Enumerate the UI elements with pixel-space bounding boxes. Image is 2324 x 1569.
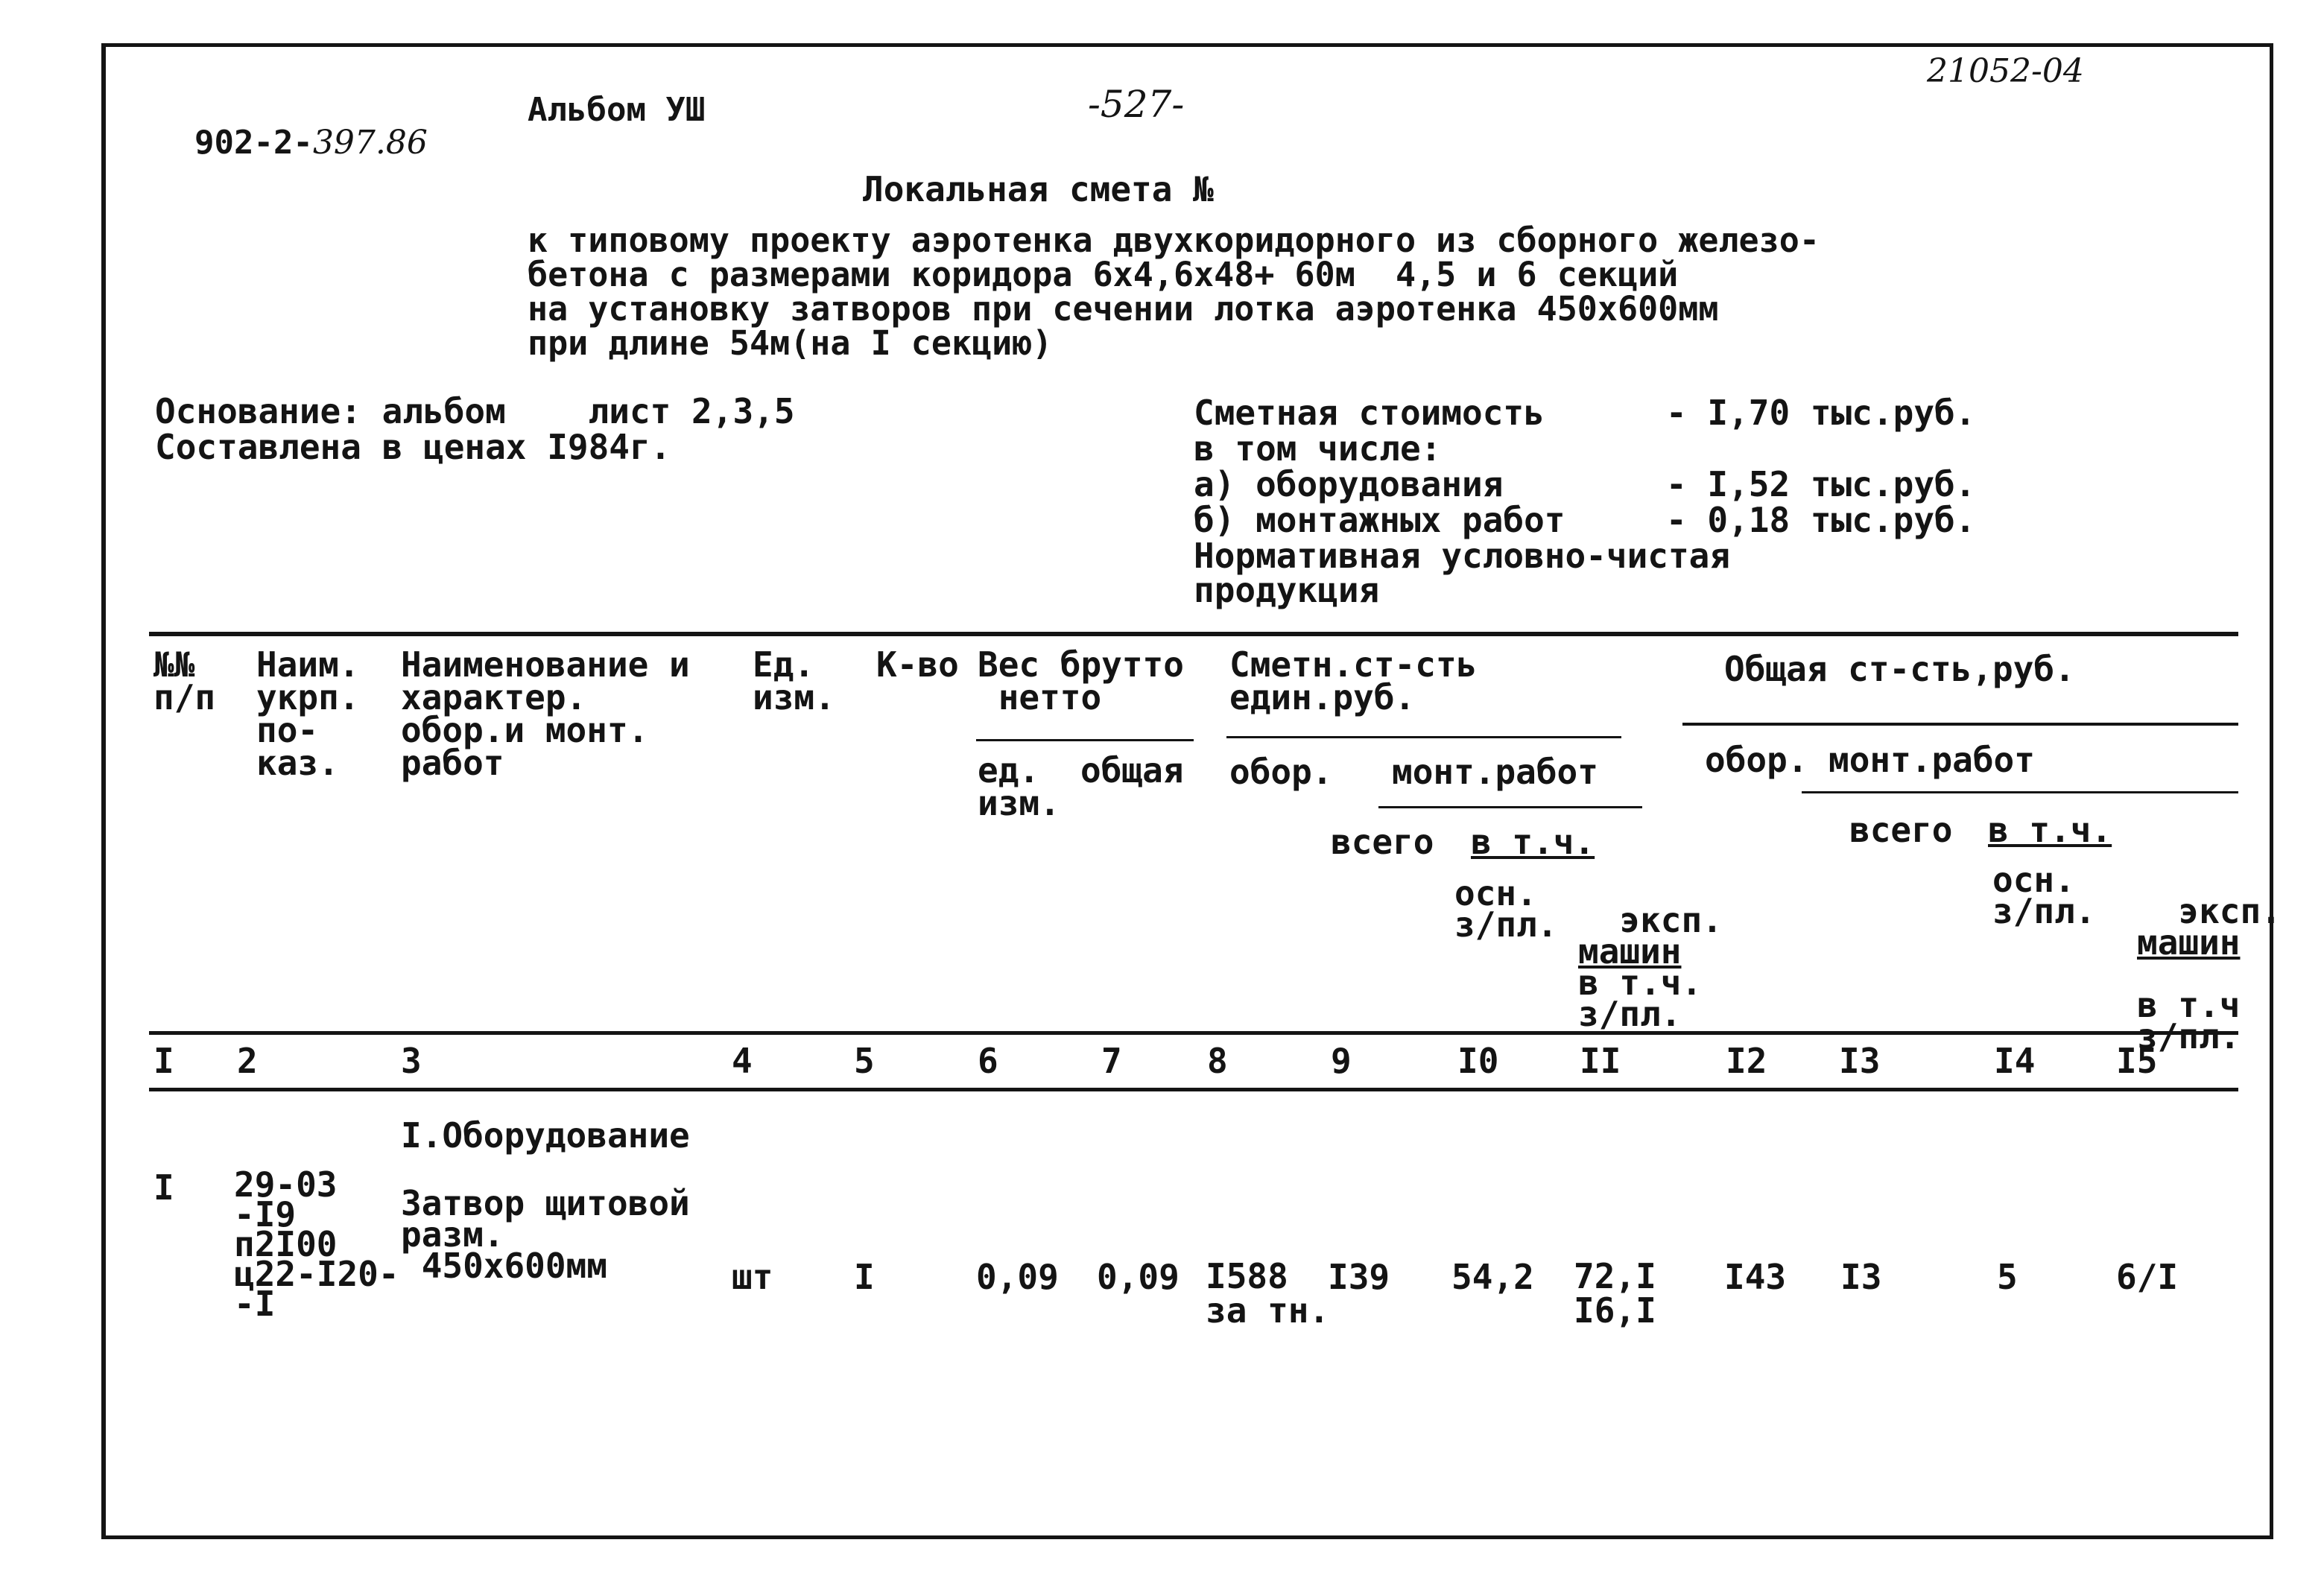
estimate-heading: Локальная смета № xyxy=(863,169,1214,209)
col-number-10: I0 xyxy=(1457,1041,1499,1081)
title-line-3: на установку затворов при сечении лотка аэротенка 450х600мм xyxy=(528,289,1719,329)
column-numbers-rule xyxy=(149,1088,2238,1091)
cost-including-label: в том числе: xyxy=(1194,428,1442,469)
row-weight-total: 0,09 xyxy=(1097,1257,1180,1297)
row-unit: шт xyxy=(732,1257,773,1297)
title-line-4: при длине 54м(на I секцию) xyxy=(528,323,1053,363)
col-number-6: 6 xyxy=(978,1041,998,1081)
header-bottom-rule xyxy=(149,1031,2238,1035)
col-header-name: Наименование и характер. обор.и монт. работ xyxy=(401,644,690,783)
col-header-total-install-all: всего xyxy=(1849,810,1953,850)
cost-install-label: б) монтажных работ xyxy=(1194,500,1565,540)
unit-install-rule xyxy=(1378,806,1642,808)
row-weight-unit: 0,09 xyxy=(976,1257,1059,1297)
row-install-machines: 72,I I6,I xyxy=(1574,1256,1656,1331)
col-header-unit-machines: эксп. машин в т.ч. з/пл. xyxy=(1578,900,1723,1034)
col-header-unit-install: монт.работ xyxy=(1392,752,1598,792)
col-header-unit-equipment: обор. xyxy=(1229,752,1333,792)
col-header-unit-base-wage: осн. з/пл. xyxy=(1454,873,1558,945)
col-header-total-including: в т.ч. xyxy=(1988,810,2112,850)
col-header-weight: Вес брутто нетто xyxy=(978,644,1184,717)
row-equipment-unit-cost: I588 за тн. xyxy=(1206,1256,1330,1331)
cost-total-label: Сметная стоимость xyxy=(1194,393,1545,433)
table-top-rule xyxy=(149,632,2238,636)
col-header-code: Наим. укрп. по- каз. xyxy=(256,644,360,783)
row-total-machines: 6/I xyxy=(2116,1257,2179,1297)
row-total-equipment: I43 xyxy=(1724,1257,1787,1297)
basis-line-1: Основание: альбом лист 2,3,5 xyxy=(155,391,795,431)
col-header-unit-install-all: всего xyxy=(1331,822,1434,862)
col-header-total-equipment: обор. xyxy=(1705,740,1808,780)
cost-equipment-value: - I,52 тыс.руб. xyxy=(1666,464,1976,504)
cost-equipment-label: а) оборудования xyxy=(1194,464,1504,504)
col-header-weight-total: общая xyxy=(1080,750,1184,790)
row-install-unit-cost: I39 xyxy=(1328,1257,1390,1297)
col-number-12: I2 xyxy=(1726,1041,1767,1081)
col-header-total-machines: эксп. машин в т.ч з/пл. xyxy=(2137,891,2282,1056)
title-line-1: к типовому проекту аэротенка двухкоридорного из сборного железо- xyxy=(528,221,1820,260)
col-header-weight-unit: ед. изм. xyxy=(978,750,1060,823)
col-number-15: I5 xyxy=(2116,1041,2158,1081)
unit-cost-group-rule xyxy=(1226,736,1621,738)
col-number-13: I3 xyxy=(1839,1041,1881,1081)
col-number-2: 2 xyxy=(237,1041,258,1081)
col-number-9: 9 xyxy=(1331,1041,1352,1081)
project-code: 902-2-397.86 xyxy=(194,124,428,162)
total-cost-group-rule xyxy=(1682,723,2238,726)
row-total-base-wage: 5 xyxy=(1997,1257,2018,1297)
cost-normative-line-1: Нормативная условно-чистая xyxy=(1194,536,1731,576)
col-number-8: 8 xyxy=(1207,1041,1228,1081)
col-header-num: №№ п/п xyxy=(153,644,216,717)
row-num: I xyxy=(153,1167,174,1208)
row-name: Затвор щитовой разм. 450х600мм xyxy=(401,1183,690,1286)
row-qty: I xyxy=(854,1257,875,1297)
col-header-qty: К-во xyxy=(876,644,959,685)
col-header-total-cost: Общая ст-сть,руб. xyxy=(1724,649,2075,689)
album-label: Альбом УШ xyxy=(528,91,706,129)
row-install-base-wage: 54,2 xyxy=(1451,1257,1534,1297)
cost-install-value: - 0,18 тыс.руб. xyxy=(1666,500,1976,540)
title-line-2: бетона с размерами коридора 6х4,6х48+ 60м 4,5 и 6 секций xyxy=(528,255,1679,294)
basis-line-2: Составлена в ценах I984г. xyxy=(155,427,671,467)
cost-normative-line-2: продукция xyxy=(1194,570,1380,610)
col-number-1: I xyxy=(153,1041,174,1081)
document-stamp: 21052-04 xyxy=(1927,52,2084,90)
section-heading: I.Оборудование xyxy=(401,1115,690,1156)
col-header-total-install: монт.работ xyxy=(1829,740,2035,780)
col-header-unit: Ед. изм. xyxy=(753,644,835,717)
weight-group-rule xyxy=(976,739,1194,741)
col-number-3: 3 xyxy=(401,1041,422,1081)
col-header-unit-cost: Сметн.ст-сть един.руб. xyxy=(1229,644,1478,717)
row-code: 29-03 -I9 п2I00 ц22-I20- -I xyxy=(234,1164,399,1324)
col-number-4: 4 xyxy=(732,1041,753,1081)
row-total-install: I3 xyxy=(1840,1257,1882,1297)
col-header-total-base-wage: осн. з/пл. xyxy=(1992,860,2096,931)
col-header-unit-including: в т.ч. xyxy=(1471,822,1595,862)
col-number-7: 7 xyxy=(1101,1041,1122,1081)
col-number-5: 5 xyxy=(854,1041,875,1081)
total-install-rule xyxy=(1802,791,2238,793)
cost-total-value: - I,70 тыс.руб. xyxy=(1666,393,1976,433)
col-number-14: I4 xyxy=(1994,1041,2036,1081)
col-number-11: II xyxy=(1580,1041,1621,1081)
page-number: -527- xyxy=(1088,83,1185,126)
